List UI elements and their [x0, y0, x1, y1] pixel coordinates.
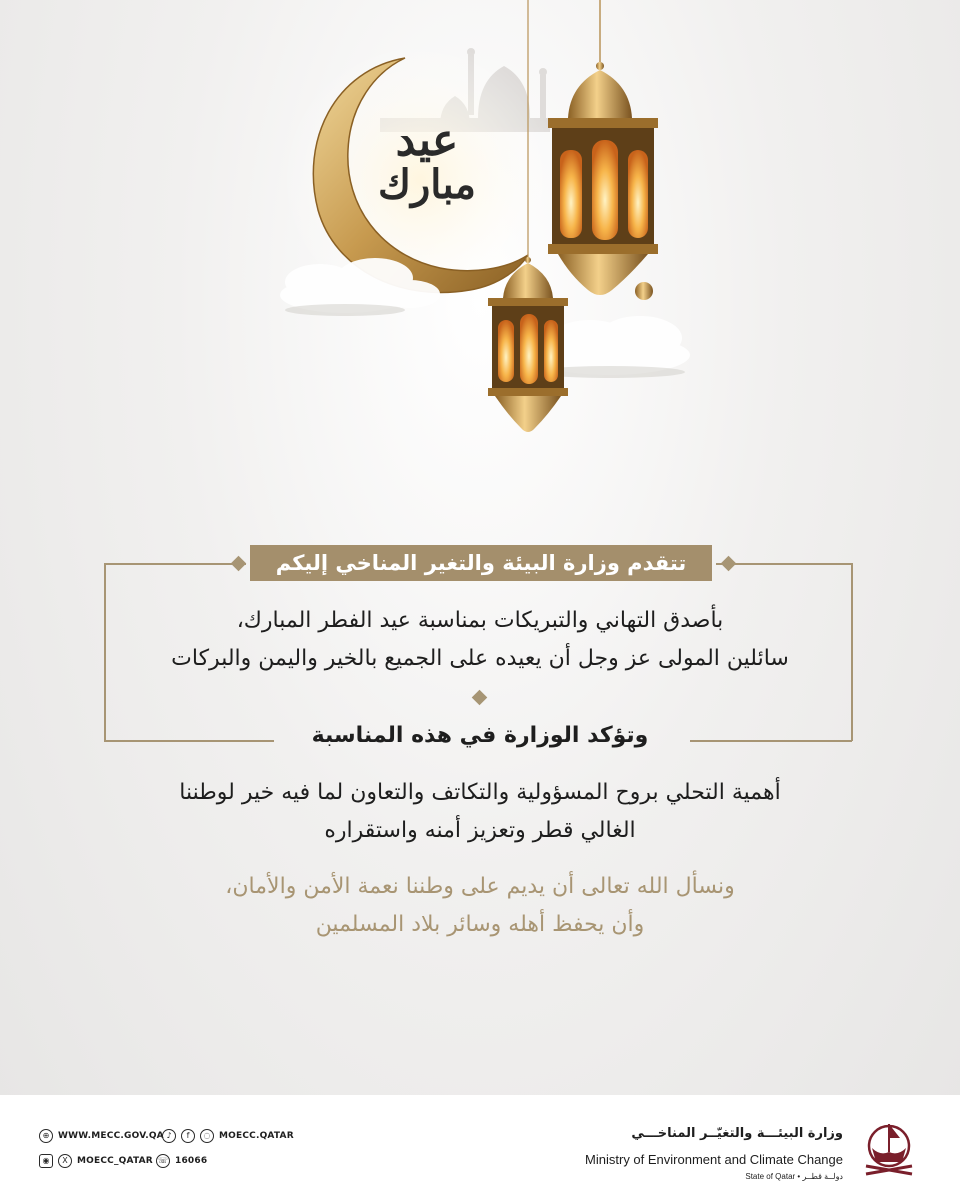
- prayer-line-1: ونسأل الله تعالى أن يديم على وطننا نعمة الأمن والأمان،: [225, 874, 735, 899]
- snapchat-icon[interactable]: ◌: [200, 1129, 214, 1143]
- frame-right: [851, 563, 853, 741]
- big-lantern-icon: [548, 62, 658, 300]
- message-heading: تتقدم وزارة البيئة والتغير المناخي إليكم: [250, 545, 712, 581]
- emphasis-paragraph-line-1: أهمية التحلي بروح المسؤولية والتكاتف والتعاون لما فيه خير لوطننا: [179, 780, 781, 805]
- subheading: وتؤكد الوزارة في هذه المناسبة: [311, 723, 649, 748]
- frame-top-left: [104, 563, 246, 565]
- illustration-svg: [0, 0, 960, 470]
- ministry-name-english: Ministry of Environment and Climate Change: [585, 1152, 843, 1167]
- eid-illustration: [0, 0, 960, 470]
- instagram-icon[interactable]: ◉: [39, 1154, 53, 1168]
- social-handle[interactable]: MOECC.QATAR: [219, 1131, 294, 1141]
- greeting-paragraph-line-2: سائلين المولى عز وجل أن يعيده على الجميع بالخير واليمن والبركات: [171, 646, 789, 671]
- greeting-line-1: عيد: [395, 115, 459, 166]
- globe-icon: ⊕: [39, 1129, 53, 1143]
- greeting-line-2: مبارك: [378, 161, 476, 209]
- eid-mubarak-calligraphy: [352, 115, 502, 209]
- diamond-ornament-center: [472, 690, 488, 706]
- emphasis-paragraph-line-2: الغالي قطر وتعزيز أمنه واستقراره: [324, 818, 636, 843]
- diamond-ornament-right: [721, 556, 737, 572]
- diamond-ornament-left: [231, 556, 247, 572]
- footer-bar: [0, 1095, 960, 1200]
- phone-number[interactable]: 16066: [175, 1156, 208, 1166]
- x-handle[interactable]: MOECC_QATAR: [77, 1156, 153, 1166]
- facebook-icon[interactable]: f: [181, 1129, 195, 1143]
- qatar-emblem-icon: [858, 1116, 920, 1184]
- frame-left: [104, 563, 106, 741]
- website-link[interactable]: WWW.MECC.GOV.QA: [58, 1131, 164, 1141]
- x-icon[interactable]: X: [58, 1154, 72, 1168]
- tiktok-icon[interactable]: ♪: [162, 1129, 176, 1143]
- greeting-paragraph-line-1: بأصدق التهاني والتبريكات بمناسبة عيد الفطر المبارك،: [236, 608, 724, 633]
- state-of-qatar: State of Qatar • دولــة قطــر: [745, 1172, 843, 1181]
- ministry-name-arabic: وزارة البيئـــة والتغيّــر المناخـــي: [631, 1126, 843, 1141]
- prayer-line-2: وأن يحفظ أهله وسائر بلاد المسلمين: [315, 912, 645, 937]
- phone-icon: ☏: [156, 1154, 170, 1168]
